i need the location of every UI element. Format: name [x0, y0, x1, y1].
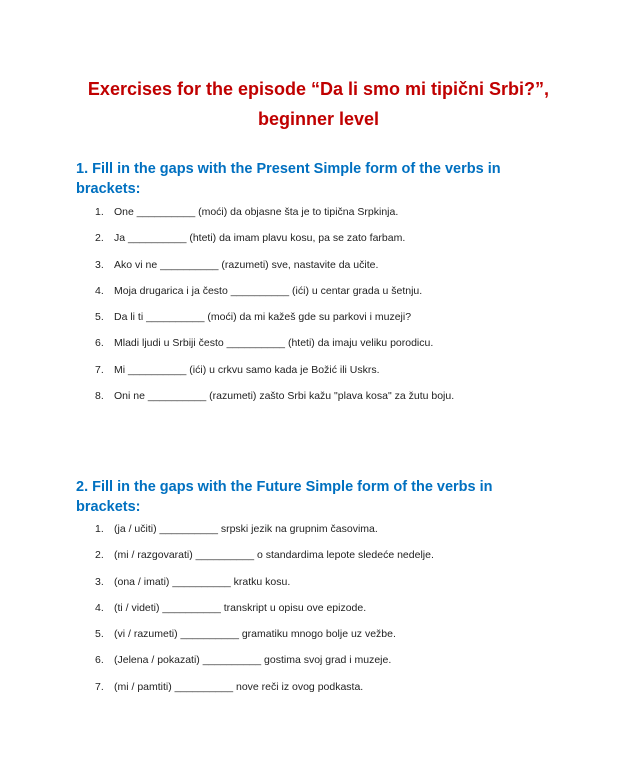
- list-item: [76, 389, 454, 415]
- item-text: Mladi ljudi u Srbiji često __________ (hteti) da imaju veliku porodicu.: [114, 337, 434, 350]
- list-item: [76, 680, 434, 706]
- item-text: (ja / učiti) __________ srpski jezik na grupnim časovima.: [114, 523, 378, 535]
- item-number: 2.: [95, 232, 104, 245]
- item-number: 5.: [95, 628, 104, 641]
- item-number: 4.: [95, 284, 104, 297]
- item-text: Ako vi ne __________ (razumeti) sve, nastavite da učite.: [114, 258, 379, 271]
- item-number: 3.: [95, 575, 104, 588]
- list-item: [76, 336, 454, 362]
- item-number: 1.: [95, 523, 104, 535]
- item-text: One __________ (moći) da objasne šta je to tipična Srpkinja.: [114, 206, 399, 218]
- section-1-heading-line1: 1. Fill in the gaps with the Present Simple form of the verbs in: [76, 161, 501, 177]
- section-2-heading-line1: 2. Fill in the gaps with the Future Simple form of the verbs in: [76, 479, 493, 495]
- item-text: (Jelena / pokazati) __________ gostima svoj grad i muzeje.: [114, 654, 392, 667]
- section-2-heading: [76, 477, 566, 517]
- section-1-exercise-list: [76, 205, 454, 415]
- section-2-heading-line2: brackets:: [76, 499, 141, 515]
- list-item: [76, 653, 434, 679]
- item-number: 8.: [95, 390, 104, 403]
- item-number: 4.: [95, 601, 104, 614]
- list-item: [76, 205, 454, 231]
- item-number: 2.: [95, 549, 104, 562]
- list-item: [76, 575, 434, 601]
- list-item: [76, 310, 454, 336]
- item-number: 7.: [95, 363, 104, 376]
- list-item: [76, 258, 454, 284]
- item-text: Oni ne __________ (razumeti) zašto Srbi kažu "plava kosa" za žutu boju.: [114, 390, 455, 403]
- item-text: (vi / razumeti) __________ gramatiku mnogo bolje uz vežbe.: [114, 628, 396, 641]
- item-number: 3.: [95, 258, 104, 271]
- item-number: 6.: [95, 337, 104, 350]
- item-number: 7.: [95, 680, 104, 693]
- item-text: (ti / videti) __________ transkript u opisu ove epizode.: [114, 601, 367, 614]
- list-item: [76, 627, 434, 653]
- item-number: 6.: [95, 654, 104, 667]
- document-title: Exercises for the episode “Da li smo mi tipični Srbi?”,: [87, 79, 550, 99]
- section-1-heading-line2: brackets:: [76, 181, 141, 197]
- item-text: Ja __________ (hteti) da imam plavu kosu, pa se zato farbam.: [114, 232, 406, 245]
- list-item: [76, 284, 454, 310]
- item-text: Mi __________ (ići) u crkvu samo kada je Božić ili Uskrs.: [114, 363, 380, 376]
- list-item: [76, 231, 454, 257]
- list-item: [76, 363, 454, 389]
- item-number: 1.: [95, 206, 104, 218]
- item-text: Moja drugarica i ja često __________ (ići) u centar grada u šetnju.: [114, 284, 423, 297]
- section-1-heading: [76, 159, 566, 199]
- item-text: (ona / imati) __________ kratku kosu.: [114, 575, 291, 588]
- list-item: [76, 548, 434, 574]
- list-item: [76, 522, 434, 548]
- item-text: (mi / pamtiti) __________ nove reči iz ovog podkasta.: [114, 680, 364, 693]
- item-text: Da li ti __________ (moći) da mi kažeš gde su parkovi i muzeji?: [114, 311, 412, 324]
- section-2-exercise-list: [76, 522, 434, 706]
- item-number: 5.: [95, 311, 104, 324]
- list-item: [76, 601, 434, 627]
- document-title-level: beginner level: [257, 109, 380, 129]
- item-text: (mi / razgovarati) __________ o standardima lepote sledeće nedelje.: [114, 549, 434, 562]
